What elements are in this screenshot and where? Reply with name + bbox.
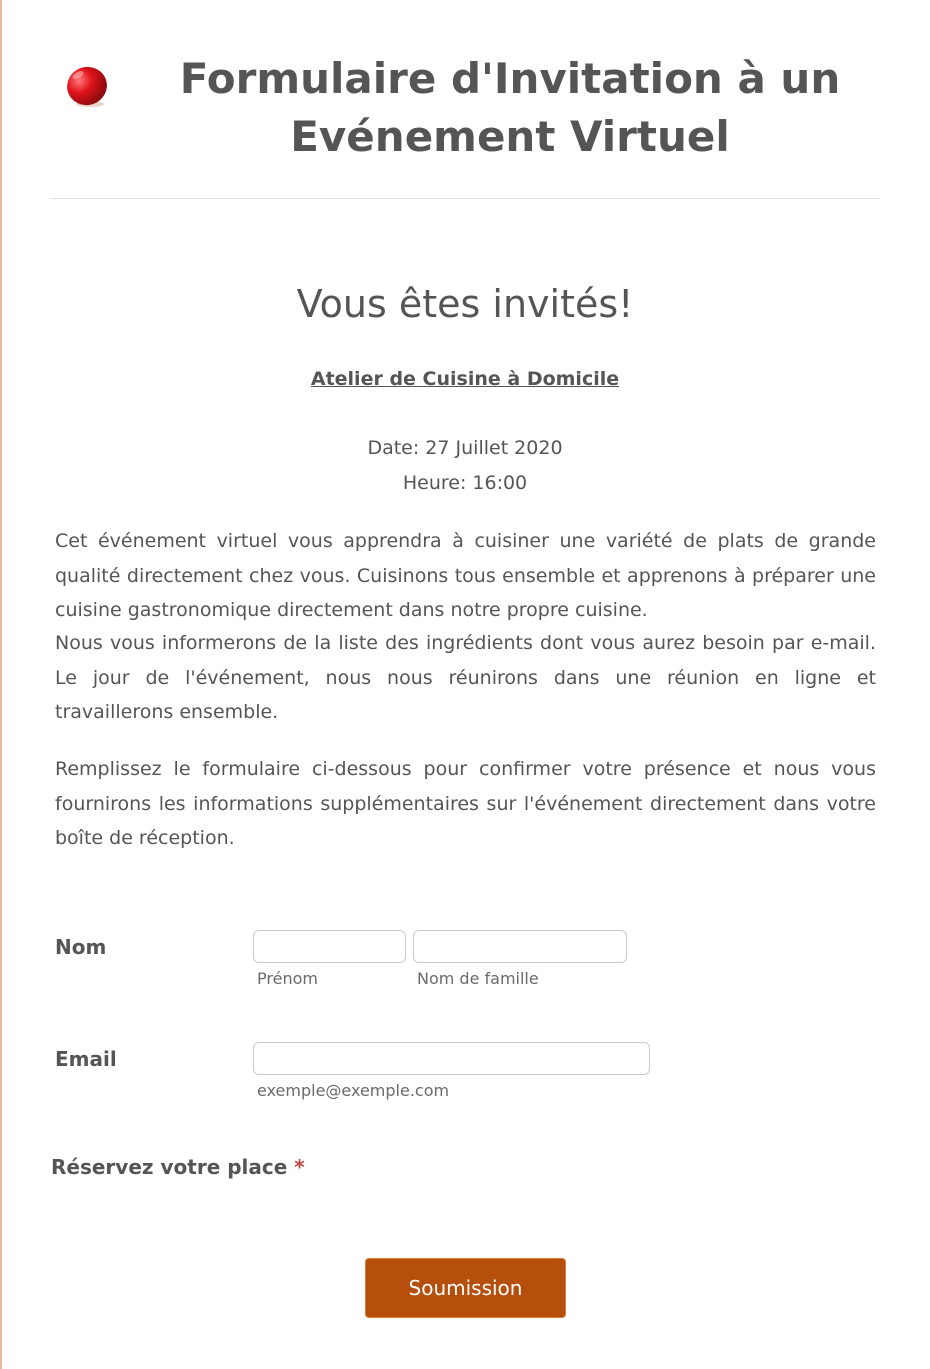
last-name-input[interactable] <box>413 930 627 963</box>
last-name-sublabel: Nom de famille <box>417 969 539 988</box>
event-name-link[interactable]: Atelier de Cuisine à Domicile <box>310 368 620 390</box>
form-header <box>50 0 880 199</box>
event-name <box>0 368 930 390</box>
instructions-paragraph: Remplissez le formulaire ci-dessous pour confirmer votre présence et nous vous fournirons les informations supplémentaires sur l'événement directement dans votre boîte de réception. <box>55 758 876 850</box>
first-name-input[interactable] <box>253 930 406 963</box>
reserve-label <box>51 1155 305 1179</box>
first-name-sublabel: Prénom <box>257 969 318 988</box>
required-marker: * <box>294 1155 305 1179</box>
event-date: Date: 27 Juillet 2020 <box>367 437 563 459</box>
red-tomato-icon <box>64 62 108 110</box>
name-label: Nom <box>55 935 107 959</box>
submit-button[interactable]: Soumission <box>365 1258 566 1318</box>
page-title: Formulaire d'Invitation à un Evénement Virtuel <box>179 54 841 161</box>
invite-heading: Vous êtes invités! <box>296 282 634 326</box>
description-paragraph: Cet événement virtuel vous apprendra à cuisiner une variété de plats de grande qualité directement chez vous. Cuisinons tous ensemble et apprenons à préparer une cuisine gastronomique directement dans notre propre cuisine. <box>55 530 876 622</box>
event-time: Heure: 16:00 <box>402 472 528 494</box>
email-label: Email <box>55 1047 117 1071</box>
page-edge <box>0 0 2 1369</box>
email-sublabel: exemple@exemple.com <box>257 1081 450 1100</box>
email-input[interactable] <box>253 1042 650 1075</box>
ingredients-paragraph: Nous vous informerons de la liste des ingrédients dont vous aurez besoin par e-mail. Le jour de l'événement, nous nous réunirons dans une réunion en ligne et travaillerons ensemble. <box>55 632 876 724</box>
reserve-label-text: Réservez votre place <box>51 1155 288 1179</box>
